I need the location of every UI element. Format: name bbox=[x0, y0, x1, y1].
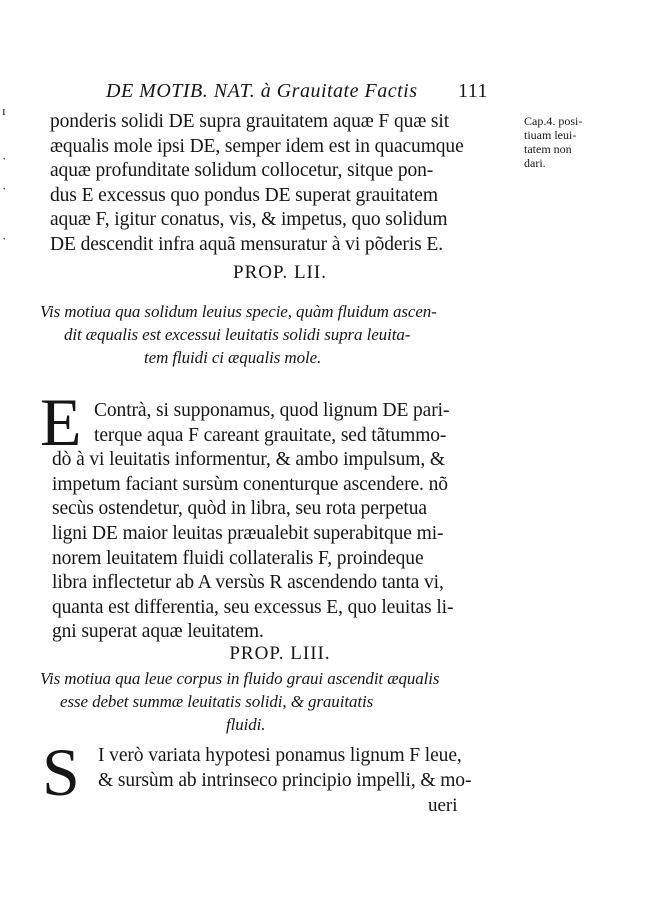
text-line: secùs ostendetur, quòd in libra, seu rota perpetua bbox=[52, 498, 427, 520]
enunciation-line: fluidi. bbox=[226, 715, 266, 734]
proposition-body bbox=[52, 399, 515, 645]
margin-note-line: dari. bbox=[524, 156, 546, 170]
text-line: libra inflectetur ab A versùs R ascendendo tanta vi, bbox=[52, 572, 444, 594]
binding-mark: ı bbox=[2, 103, 6, 118]
text-line: impetum faciant sursùm conenturque ascendere. nõ bbox=[52, 473, 448, 495]
page-number: 111 bbox=[458, 80, 489, 102]
binding-mark: · bbox=[2, 181, 7, 196]
text-line: dò à vi leuitatis informentur, & ambo impulsum, & bbox=[52, 449, 445, 471]
catchword: ueri bbox=[428, 795, 458, 816]
text-line: terque aqua F careant grauitate, sed tãtummo- bbox=[94, 424, 447, 446]
drop-cap: S bbox=[42, 734, 80, 810]
text-line: aquæ profunditate solidum collocetur, sitque pon- bbox=[50, 160, 434, 182]
enunciation-line: Vis motiua qua leue corpus in fluido graui ascendit æqualis bbox=[40, 669, 440, 688]
margin-note-line: Cap.4. posi- bbox=[524, 114, 583, 128]
proposition-enunciation bbox=[40, 667, 540, 736]
margin-note bbox=[524, 114, 634, 170]
margin-note-line: tiuam leui- bbox=[524, 128, 577, 142]
text-line: DE descendit infra aquã mensuratur à vi põderis E. bbox=[50, 233, 443, 255]
enunciation-line: esse debet summæ leuitatis solidi, & grauitatis bbox=[60, 692, 374, 711]
text-line: ligni DE maior leuitas præualebit superabitque mi- bbox=[52, 522, 444, 544]
running-head bbox=[106, 80, 526, 103]
text-line: dus E excessus quo pondus DE superat grauitatem bbox=[50, 184, 438, 206]
drop-cap: E bbox=[40, 384, 82, 460]
proposition-heading: PROP. LIII. bbox=[229, 643, 331, 664]
enunciation-line: dit æqualis est excessui leuitatis solidi supra leuita- bbox=[64, 325, 411, 344]
text-line: quanta est differentia, seu excessus E, quo leuitas li- bbox=[52, 596, 454, 618]
margin-note-line: tatem non bbox=[524, 142, 572, 156]
enunciation-line: Vis motiua qua solidum leuius specie, quàm fluidum ascen- bbox=[40, 302, 437, 321]
text-line: æqualis mole ipsi DE, semper idem est in quacumque bbox=[50, 135, 464, 157]
text-line: norem leuitatem fluidi collateralis F, proindeque bbox=[52, 547, 424, 569]
text-line: Contrà, si supponamus, quod lignum DE pari- bbox=[94, 400, 450, 421]
text-line: I verò variata hypotesi ponamus lignum F leue, bbox=[98, 745, 462, 766]
proposition-heading: PROP. LII. bbox=[233, 262, 327, 283]
text-line: ponderis solidi DE supra grauitatem aquæ F quæ sit bbox=[50, 111, 450, 132]
binding-mark: · bbox=[2, 151, 7, 166]
text-line: gni superat aquæ leuitatem. bbox=[52, 621, 264, 643]
proposition-enunciation bbox=[40, 300, 540, 369]
binding-mark: · bbox=[2, 231, 7, 246]
running-head-title: DE MOTIB. NAT. à Grauitate Factis bbox=[106, 80, 418, 102]
text-line: aquæ F, igitur conatus, vis, & impetus, quo solidum bbox=[50, 209, 448, 231]
enunciation-line: tem fluidi ci æqualis mole. bbox=[144, 348, 322, 367]
text-line: & sursùm ab intrinseco principio impelli, & mo- bbox=[98, 769, 472, 791]
proposition-body bbox=[52, 744, 515, 793]
paragraph-continued bbox=[50, 110, 513, 258]
